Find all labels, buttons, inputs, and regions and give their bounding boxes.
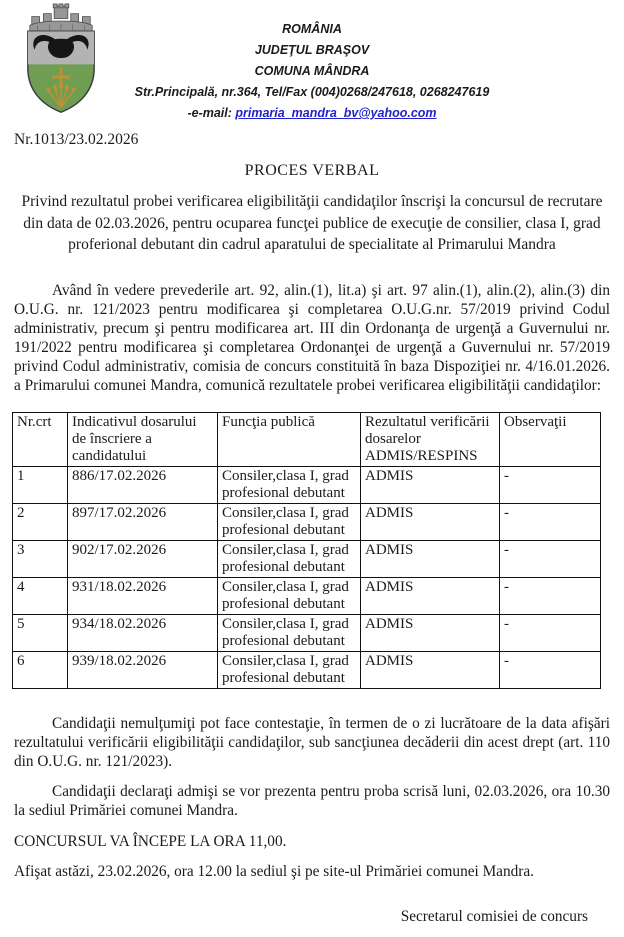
cell-observatii: -: [500, 466, 601, 503]
letterhead-address: Str.Principală, nr.364, Tel/Fax (004)0268/247618, 0268247619: [134, 85, 490, 99]
col-header-rezultat: Rezultatul verificării dosarelor ADMIS/RESPINS: [361, 412, 500, 466]
cell-nr: 3: [13, 540, 68, 577]
cell-rezultat: ADMIS: [361, 503, 500, 540]
cell-dosar: 939/18.02.2026: [68, 651, 218, 688]
cell-functie: Consiler,clasa I, grad profesional debutant: [218, 540, 361, 577]
col-header-functia: Funcţia publică: [218, 412, 361, 466]
cell-rezultat: ADMIS: [361, 614, 500, 651]
document-subtitle: Privind rezultatul probei verificarea eligibilităţii candidaţilor înscrişi la concursul de recrutare din data de 02.03.2026, pentru ocuparea funcţei publice de execuţie de consilier, clasa I, grad proferional debutant din cadrul aparatului de specialitate al Primarului Mandra: [21, 193, 603, 253]
cell-rezultat: ADMIS: [361, 540, 500, 577]
paragraph-proba-scrisa: Candidaţii declaraţi admişi se vor prezenta pentru proba scrisă luni, 02.03.2026, ora 10.30 la sediul Primăriei comunei Mandra.: [14, 782, 610, 819]
cell-dosar: 931/18.02.2026: [68, 577, 218, 614]
email-link[interactable]: primaria_mandra_bv@yahoo.com: [235, 106, 437, 120]
cell-functie: Consiler,clasa I, grad profesional debutant: [218, 466, 361, 503]
cell-nr: 1: [13, 466, 68, 503]
document-number: Nr.1013/23.02.2026: [14, 131, 139, 148]
paragraph-contestatie: Candidaţii nemulţumiţi pot face contestaţie, în termen de o zi lucrătoare de la data afişări rezultatului verificării eligibilităţii candidaţilor, sub sancţiunea decăderii din acest drept (art. 110 din O.U.G. nr. 121/2023).: [14, 714, 610, 770]
cell-functie: Consiler,clasa I, grad profesional debutant: [218, 503, 361, 540]
cell-nr: 4: [13, 577, 68, 614]
cell-observatii: -: [500, 503, 601, 540]
letterhead: [14, 0, 610, 124]
cell-observatii: -: [500, 577, 601, 614]
table-row: [13, 614, 601, 651]
cell-rezultat: ADMIS: [361, 651, 500, 688]
letterhead-commune: COMUNA MÂNDRA: [254, 64, 370, 78]
letterhead-email-line: [14, 103, 610, 124]
cell-observatii: -: [500, 614, 601, 651]
cell-rezultat: ADMIS: [361, 577, 500, 614]
table-row: [13, 651, 601, 688]
cell-rezultat: ADMIS: [361, 466, 500, 503]
table-row: [13, 577, 601, 614]
paragraph-legal-basis: Având în vedere prevederile art. 92, alin.(1), lit.a) şi art. 97 alin.(1), alin.(2), alin.(3) din O.U.G. nr. 121/2023 pentru modificarea şi completarea O.U.G.nr. 57/2019 privind Codul administrativ, precum şi pentru modificarea art. III din Ordonanţa de urgenţă a Guvernului nr. 191/2022 pentru modificarea şi completarea Ordonanţei de urgenţă a Guvernului nr. 57/2019 privind Codul administrativ, comisia de concurs constituită în baza Dispoziţiei nr. 4/16.01.2026. a Primarului comunei Mandra, comunică rezultatele probei verificarea eligibilităţii candidaţilor:: [14, 281, 610, 394]
table-header-row: [13, 412, 601, 466]
cell-dosar: 934/18.02.2026: [68, 614, 218, 651]
table-row: [13, 540, 601, 577]
document-title: PROCES VERBAL: [244, 162, 380, 179]
col-header-nr: Nr.crt: [13, 412, 68, 466]
cell-dosar: 897/17.02.2026: [68, 503, 218, 540]
cell-dosar: 902/17.02.2026: [68, 540, 218, 577]
cell-dosar: 886/17.02.2026: [68, 466, 218, 503]
table-row: [13, 466, 601, 503]
line-afisat: Afişat astăzi, 23.02.2026, ora 12.00 la sediul şi pe site-ul Primăriei comunei Mandra.: [14, 862, 534, 880]
table-row: [13, 503, 601, 540]
cell-functie: Consiler,clasa I, grad profesional debutant: [218, 577, 361, 614]
cell-nr: 5: [13, 614, 68, 651]
cell-functie: Consiler,clasa I, grad profesional debutant: [218, 614, 361, 651]
col-header-dosar: Indicativul dosarului de înscriere a candidatului: [68, 412, 218, 466]
cell-nr: 2: [13, 503, 68, 540]
cell-observatii: -: [500, 540, 601, 577]
results-table: [12, 412, 601, 689]
coat-of-arms-icon: [22, 3, 100, 116]
cell-nr: 6: [13, 651, 68, 688]
cell-functie: Consiler,clasa I, grad profesional debutant: [218, 651, 361, 688]
letterhead-country: ROMÂNIA: [282, 22, 342, 36]
cell-observatii: -: [500, 651, 601, 688]
email-label: -e-mail:: [187, 106, 236, 120]
line-concurs-start: CONCURSUL VA ÎNCEPE LA ORA 11,00.: [14, 832, 287, 850]
signature-title: Secretarul comisiei de concurs: [400, 907, 588, 925]
letterhead-county: JUDEŢUL BRAŞOV: [254, 43, 370, 57]
col-header-observatii: Observaţii: [500, 412, 601, 466]
